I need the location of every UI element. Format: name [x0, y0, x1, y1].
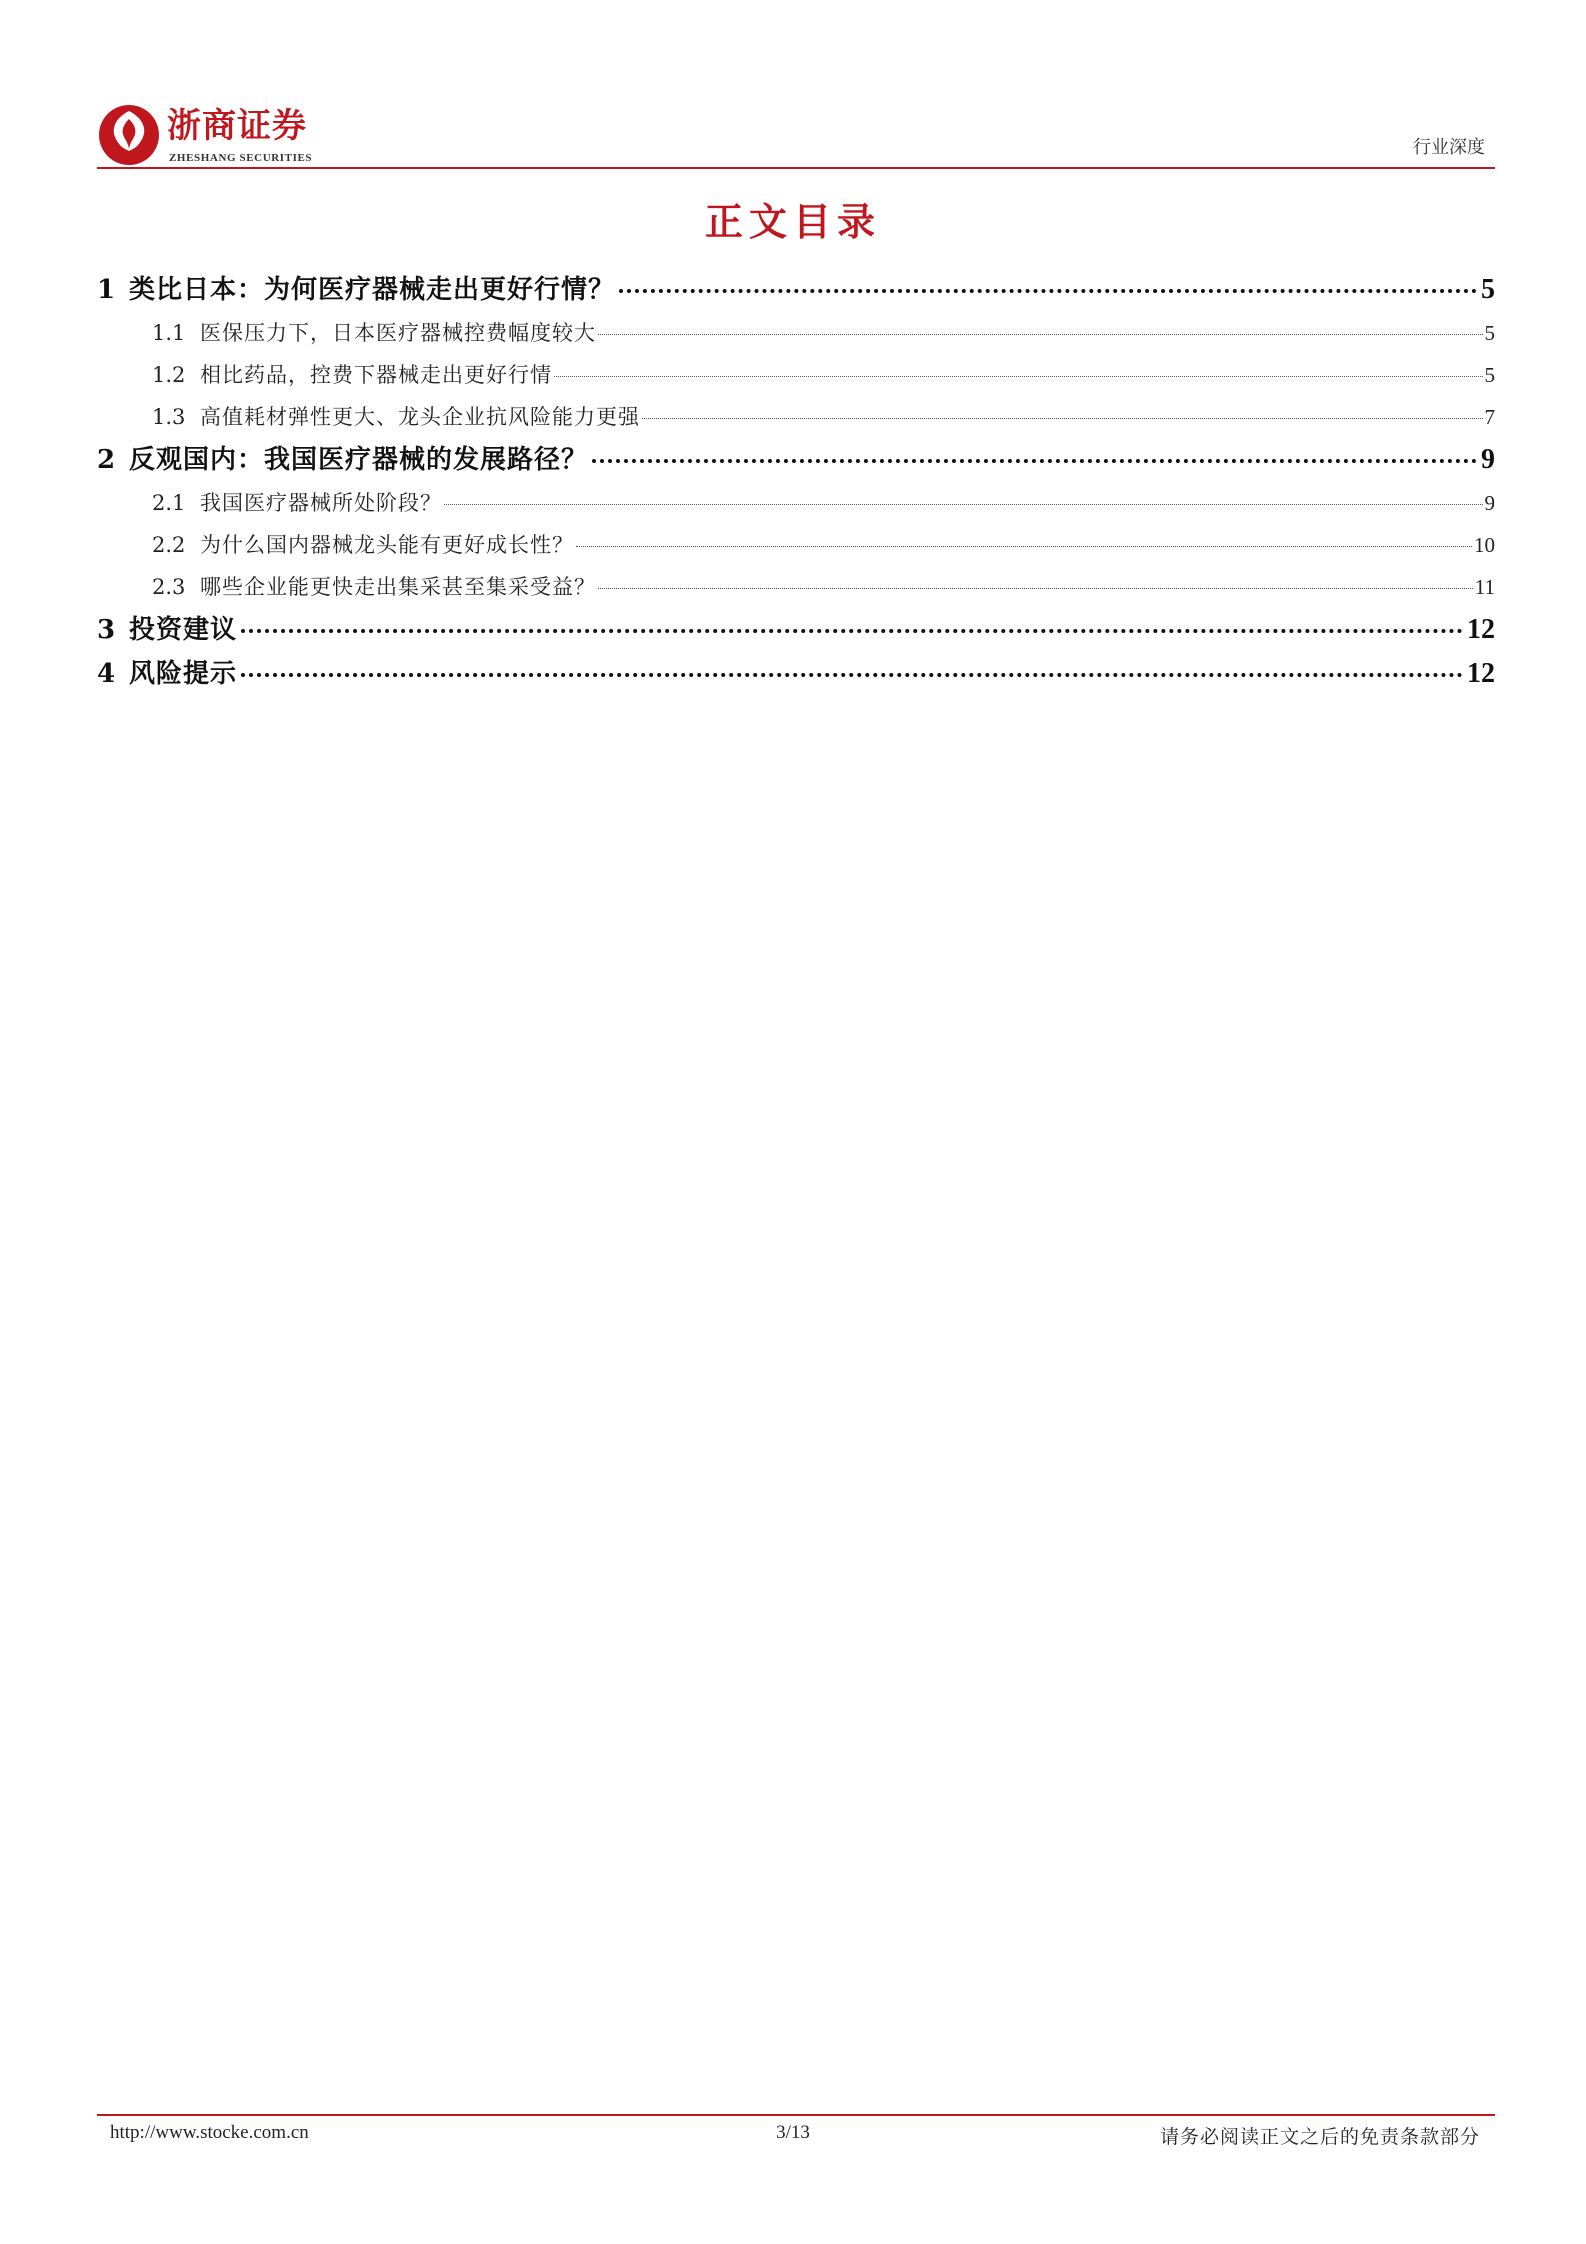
toc-leader-dots	[598, 332, 1483, 335]
toc-entry-title: 类比日本：为何医疗器械走出更好行情？	[129, 275, 616, 305]
zheshang-logo-icon	[97, 103, 161, 167]
toc-entry-title: 投资建议	[129, 615, 238, 645]
toc-leader-dots	[576, 544, 1472, 547]
toc-entry-title: 哪些企业能更快走出集采甚至集采受益？	[200, 575, 596, 599]
toc-entry-page: 9	[1484, 491, 1495, 515]
toc-entry-title: 风险提示	[129, 659, 238, 689]
toc-entry-title: 我国医疗器械所处阶段？	[200, 491, 442, 515]
toc-entry[interactable]	[97, 268, 1495, 312]
toc-entry-number: 2.2	[152, 533, 186, 557]
logo-english-name: ZHESHANG SECURITIES	[169, 152, 313, 164]
toc-entry-number: 4	[97, 659, 116, 689]
toc-leader-dots	[554, 374, 1483, 377]
toc-leader-dots	[592, 457, 1477, 463]
toc-entry-number: 2.3	[152, 575, 186, 599]
toc-entry-number: 2	[97, 445, 116, 475]
footer-divider	[97, 2114, 1495, 2116]
page-header	[97, 95, 1495, 171]
toc-entry-page: 5	[1484, 363, 1495, 387]
toc-subentry[interactable]	[97, 524, 1495, 566]
toc-entry-page: 11	[1474, 575, 1495, 599]
footer-website-link[interactable]: http://www.stocke.com.cn	[110, 2122, 309, 2143]
company-logo	[97, 103, 337, 173]
report-type-label: 行业深度	[1413, 137, 1485, 158]
toc-entry[interactable]	[97, 438, 1495, 482]
toc-entry-page: 12	[1467, 658, 1495, 689]
toc-entry-number: 1.3	[152, 405, 186, 429]
toc-entry-page: 5	[1484, 321, 1495, 345]
toc-entry-number: 1.1	[152, 321, 186, 345]
toc-entry-title: 医保压力下，日本医疗器械控费幅度较大	[200, 321, 596, 345]
toc-entry[interactable]	[97, 608, 1495, 652]
toc-entry-page: 9	[1481, 444, 1495, 475]
toc-entry[interactable]	[97, 652, 1495, 696]
toc-entry-title: 为什么国内器械龙头能有更好成长性？	[200, 533, 574, 557]
toc-leader-dots	[241, 627, 1463, 633]
toc-entry-number: 1	[97, 275, 116, 305]
table-of-contents	[97, 268, 1495, 696]
toc-title: 正文目录	[704, 199, 881, 244]
toc-entry-page: 7	[1484, 405, 1495, 429]
toc-entry-title: 高值耗材弹性更大、龙头企业抗风险能力更强	[200, 405, 640, 429]
toc-leader-dots	[642, 416, 1483, 419]
toc-subentry[interactable]	[97, 566, 1495, 608]
toc-leader-dots	[598, 586, 1473, 589]
toc-entry-page: 5	[1481, 274, 1495, 305]
header-divider	[97, 167, 1495, 169]
toc-subentry[interactable]	[97, 354, 1495, 396]
toc-subentry[interactable]	[97, 482, 1495, 524]
toc-subentry[interactable]	[97, 396, 1495, 438]
toc-entry-number: 3	[97, 615, 116, 645]
toc-entry-page: 10	[1474, 533, 1495, 557]
toc-entry-title: 反观国内：我国医疗器械的发展路径？	[129, 445, 589, 475]
toc-subentry[interactable]	[97, 312, 1495, 354]
toc-entry-page: 12	[1467, 614, 1495, 645]
toc-leader-dots	[241, 671, 1463, 677]
toc-entry-number: 2.1	[152, 491, 186, 515]
toc-entry-number: 1.2	[152, 363, 186, 387]
footer-disclaimer-note: 请务必阅读正文之后的免责条款部分	[1159, 2126, 1480, 2148]
logo-chinese-name: 浙商证券	[167, 106, 307, 146]
toc-leader-dots	[619, 287, 1477, 293]
footer-page-number: 3/13	[776, 2122, 810, 2143]
toc-leader-dots	[444, 502, 1483, 505]
toc-entry-title: 相比药品，控费下器械走出更好行情	[200, 363, 552, 387]
